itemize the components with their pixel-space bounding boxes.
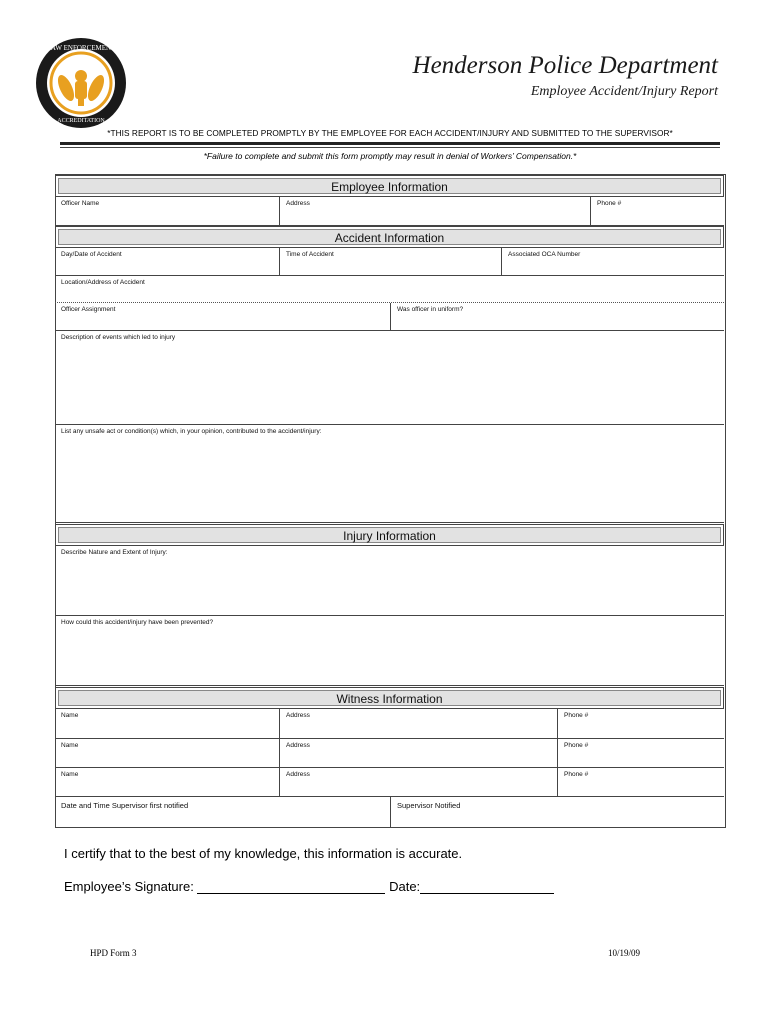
supervisor-notified-field[interactable] [390, 797, 724, 827]
assignment-row [55, 303, 724, 331]
witness-phone-label: Phone # [564, 742, 589, 749]
uniform-field[interactable] [390, 303, 724, 330]
officer-assignment-field[interactable] [55, 303, 390, 330]
prevention-label: How could this accident/injury have been prevented? [61, 619, 214, 626]
section-employee-information: Employee Information [55, 175, 724, 197]
form-revision-date: 10/19/09 [608, 948, 641, 958]
injury-nature-field[interactable] [55, 546, 724, 616]
oca-number-label: Associated OCA Number [508, 251, 581, 258]
date-input-line[interactable] [420, 879, 554, 894]
witness-address-label: Address [286, 771, 310, 778]
witness-phone-field[interactable] [557, 739, 724, 767]
accident-location-label: Location/Address of Accident [61, 279, 145, 286]
witness-name-label: Name [61, 771, 79, 778]
submission-notice: *THIS REPORT IS TO BE COMPLETED PROMPTLY BY THE EMPLOYEE FOR EACH ACCIDENT/INJURY AND SUBMITTED TO THE SUPERVISOR* [107, 128, 673, 138]
unsafe-conditions-field[interactable] [55, 425, 724, 523]
page-title: Henderson Police Department [412, 52, 718, 79]
signature-label: Employee’s Signature: [64, 879, 194, 894]
section-witness-information: Witness Information [55, 687, 724, 709]
supervisor-time-label: Date and Time Supervisor first notified [61, 801, 189, 810]
accident-date-label: Day/Date of Accident [61, 251, 122, 258]
header-divider [60, 142, 720, 145]
accident-time-field[interactable] [279, 248, 501, 275]
section-injury-information: Injury Information [55, 524, 724, 546]
accident-location-field[interactable] [55, 276, 724, 303]
supervisor-time-field[interactable] [55, 797, 390, 827]
witness-name-field[interactable] [55, 739, 279, 767]
compensation-warning: *Failure to complete and submit this form promptly may result in denial of Workers’ Compensation.* [203, 151, 577, 161]
accreditation-seal-logo [34, 36, 128, 130]
phone-field[interactable] [590, 197, 724, 225]
form-id: HPD Form 3 [90, 948, 137, 958]
events-description-label: Description of events which led to injury [61, 334, 176, 341]
witness-address-label: Address [286, 712, 310, 719]
witness-phone-field[interactable] [557, 709, 724, 738]
officer-assignment-label: Officer Assignment [61, 306, 116, 313]
certification-statement: I certify that to the best of my knowledge, this information is accurate. [64, 846, 463, 861]
accident-time-label: Time of Accident [286, 251, 334, 258]
witness-phone-label: Phone # [564, 712, 589, 719]
supervisor-row [55, 797, 724, 827]
address-field[interactable] [279, 197, 590, 225]
witness-address-field[interactable] [279, 739, 557, 767]
witness-row [55, 709, 724, 739]
witness-address-field[interactable] [279, 709, 557, 738]
signature-input-line[interactable] [197, 879, 385, 894]
injury-nature-label: Describe Nature and Extent of Injury: [61, 549, 168, 556]
witness-row [55, 768, 724, 797]
witness-name-label: Name [61, 712, 79, 719]
address-label: Address [286, 200, 310, 207]
witness-phone-label: Phone # [564, 771, 589, 778]
page-subtitle: Employee Accident/Injury Report [530, 84, 718, 99]
section-accident-information: Accident Information [55, 226, 724, 248]
accident-date-field[interactable] [55, 248, 279, 275]
witness-name-label: Name [61, 742, 79, 749]
supervisor-notified-label: Supervisor Notified [397, 801, 461, 810]
employee-row [55, 197, 724, 226]
witness-address-field[interactable] [279, 768, 557, 796]
signature-line [64, 879, 554, 894]
header-divider-thin [60, 147, 720, 148]
officer-name-label: Officer Name [61, 200, 100, 207]
events-description-field[interactable] [55, 331, 724, 425]
officer-name-field[interactable] [55, 197, 279, 225]
witness-row [55, 739, 724, 768]
unsafe-conditions-label: List any unsafe act or condition(s) which, in your opinion, contributed to the accident/injury: [61, 428, 322, 435]
witness-name-field[interactable] [55, 768, 279, 796]
prevention-field[interactable] [55, 616, 724, 686]
uniform-label: Was officer in uniform? [397, 306, 464, 313]
phone-label: Phone # [597, 200, 622, 207]
oca-number-field[interactable] [501, 248, 724, 275]
logo-bottom-text: ACCREDITATION [57, 118, 105, 124]
witness-name-field[interactable] [55, 709, 279, 738]
accident-date-row [55, 248, 724, 276]
logo-top-text: LAW ENFORCEMENT [46, 44, 116, 52]
date-label: Date: [389, 879, 421, 894]
witness-phone-field[interactable] [557, 768, 724, 796]
witness-address-label: Address [286, 742, 310, 749]
